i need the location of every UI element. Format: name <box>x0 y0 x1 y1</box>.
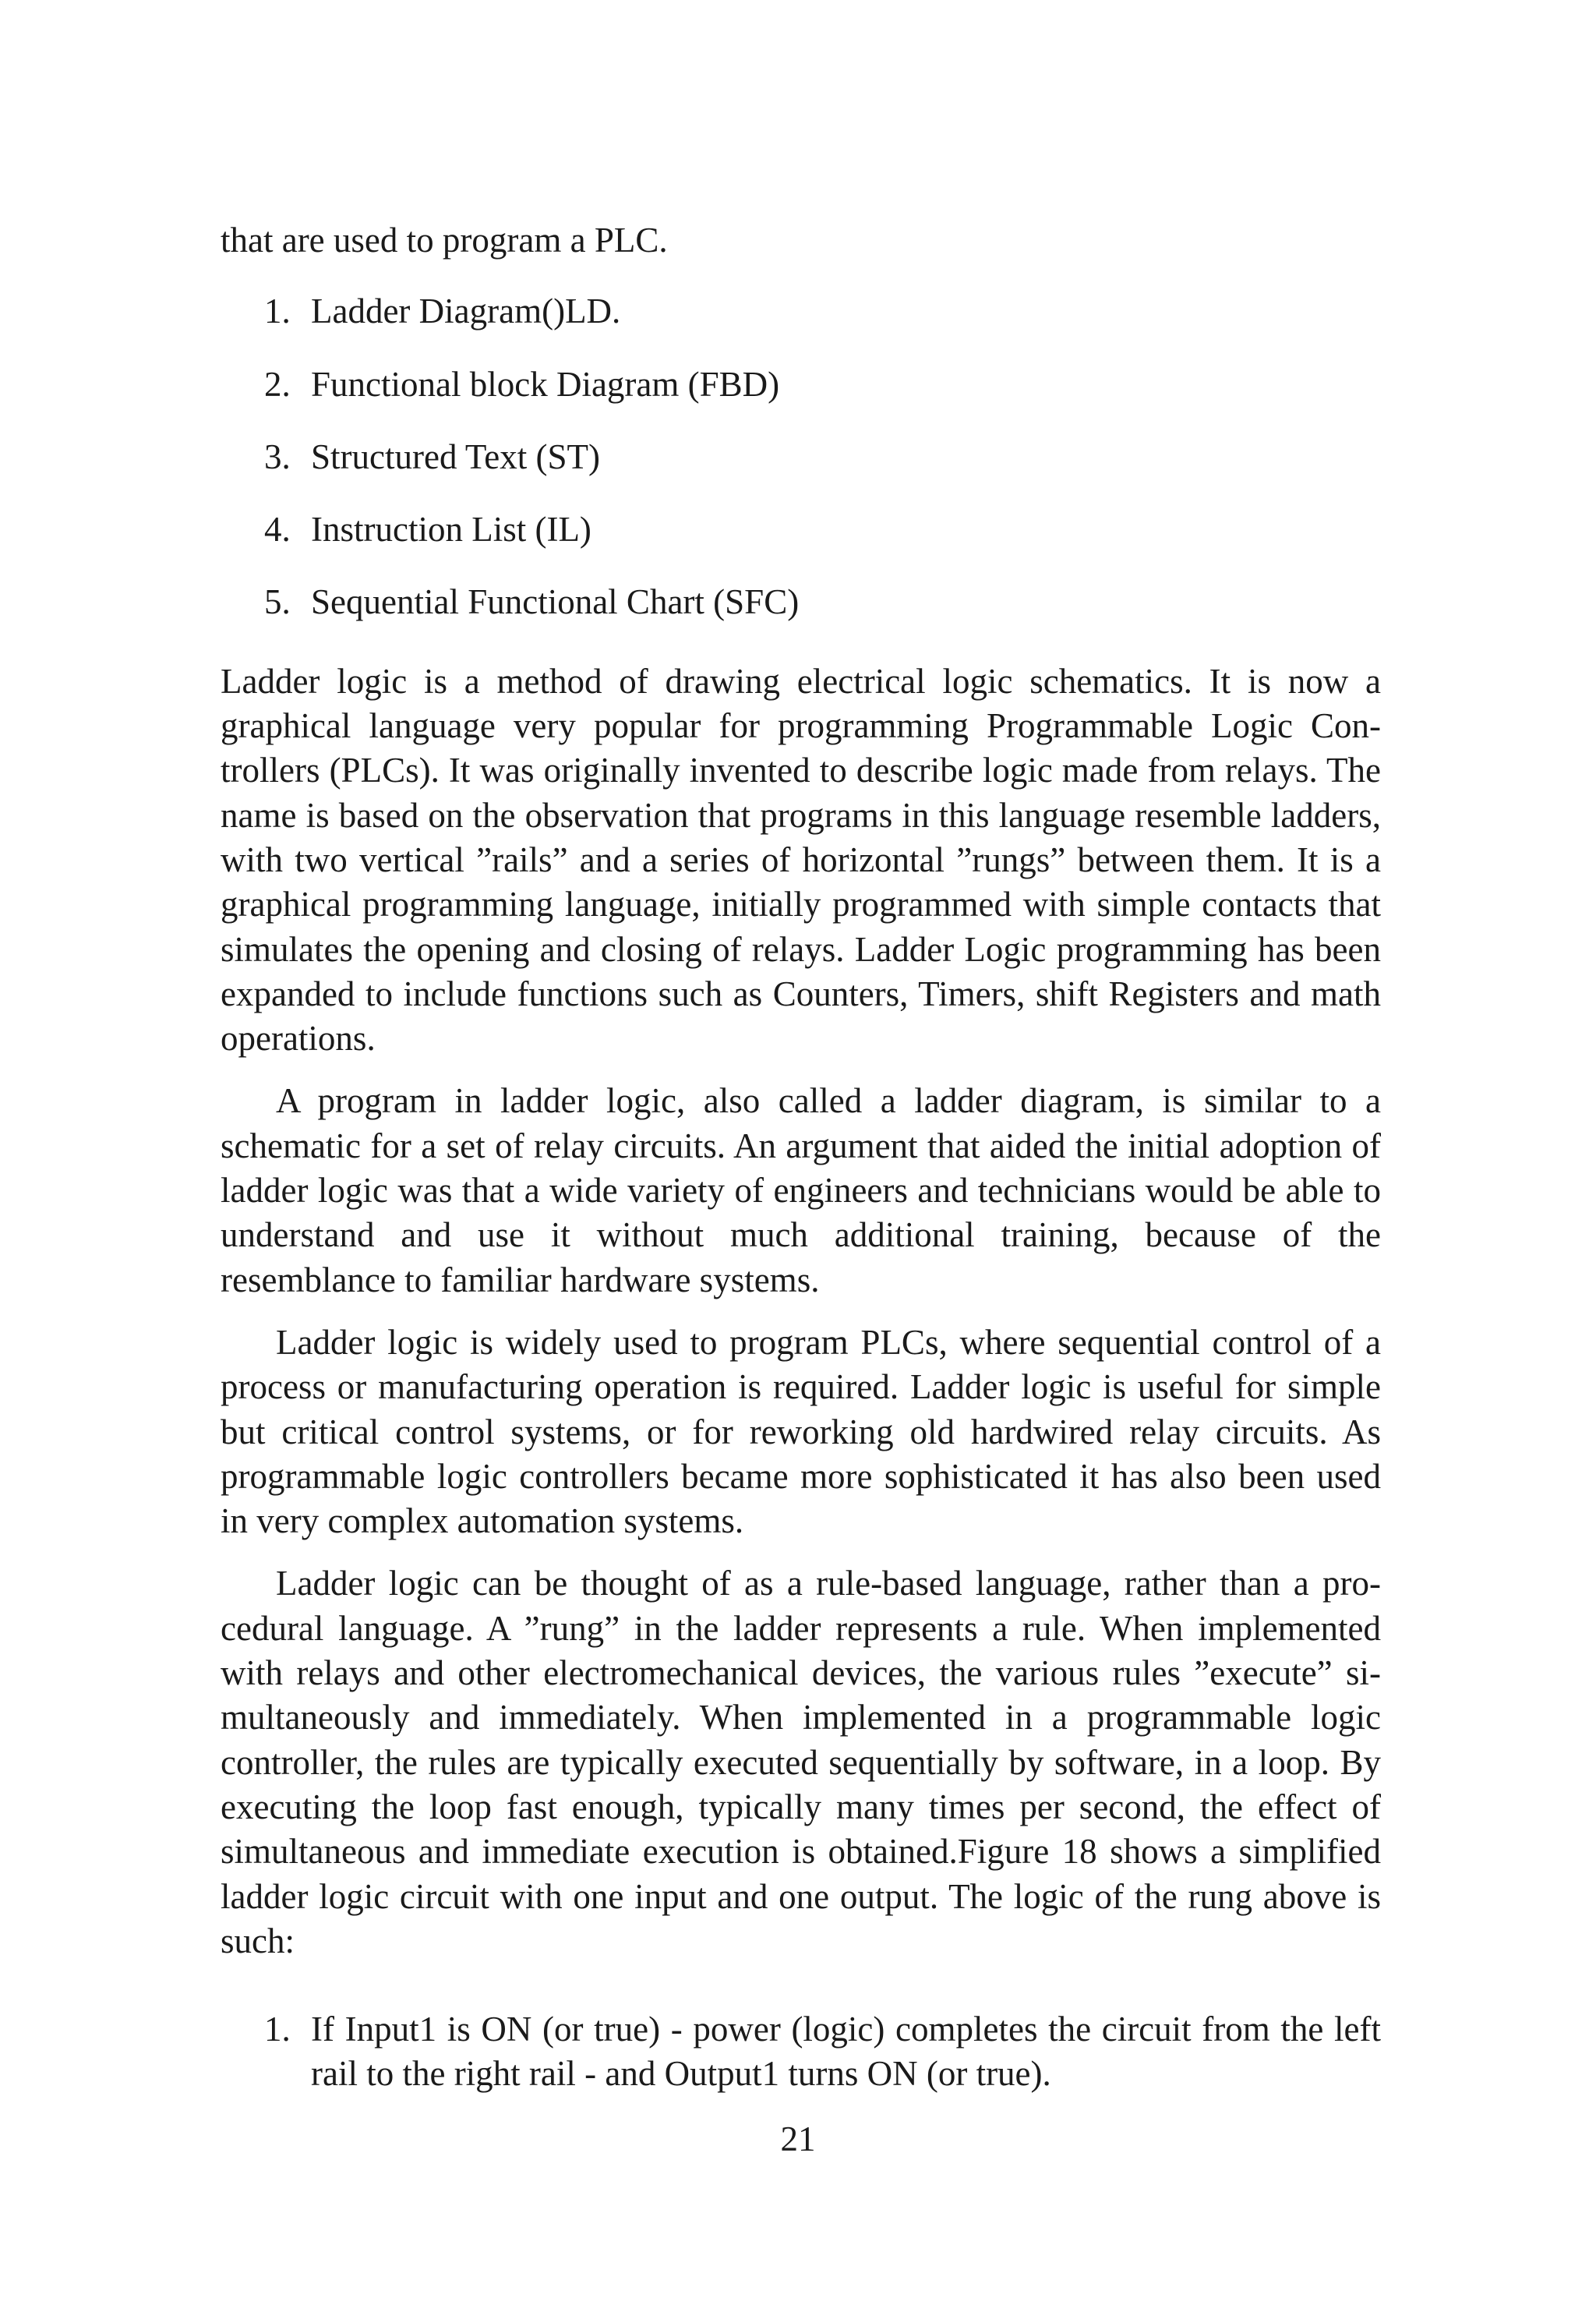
paragraph-ladder-logic-intro: Ladder logic is a method of drawing electrical logic schematics. It is now a graphical language very popular for programming Programmable Logic Controllers (PLCs). It was originally invented to describe logic made from relays. The name is based on the observation that programs in this language resemble ladders, with two vertical ”rails” and a series of horizontal ”rungs” between them. It is a graphical programming language, initially programmed with simple contacts that simulates the opening and closing of relays. Ladder Logic programming has been expanded to include functions such as Counters, Timers, shift Registers and math operations. <box>221 661 1381 1059</box>
list-text: Ladder Diagram()LD. <box>311 292 621 331</box>
rung-logic-list <box>221 2007 1381 2097</box>
intro-text: that are used to program a PLC. <box>221 221 668 260</box>
paragraph-rule-based: Ladder logic can be thought of as a rule-based language, rather than a procedural language. A ”rung” in the ladder represents a rule. When implemented with relays and other electromechanical devices, the various rules ”execute” simultaneously and immediately. When implemented in a programmable logic controller, the rules are typically executed sequentially by software, in a loop. By executing the loop fast enough, typically many times per second, the effect of simultaneous and immediate execution is obtained.Figure 18 shows a simplified ladder logic circuit with one input and one output. The logic of the rung above is such: <box>221 1564 1381 1960</box>
list-number: 4. <box>264 510 291 550</box>
paragraph-ladder-diagram: A program in ladder logic, also called a ladder diagram, is similar to a schematic for a set of relay circuits. An argument that aided the initial adoption of ladder logic was that a wide variety of engineers and technicians would be able to understand and use it without much additional training, because of the resemblance to familiar hardware systems. <box>221 1081 1381 1299</box>
list-item <box>221 362 1381 407</box>
list-text: Instruction List (IL) <box>311 510 591 550</box>
list-text: If Input1 is ON (or true) - power (logic) completes the circuit from the left rail to the right rail - and Output1 turns ON (or true). <box>311 2010 1381 2094</box>
list-number: 3. <box>264 437 291 476</box>
list-text: Structured Text (ST) <box>311 437 600 476</box>
list-number: 1. <box>264 292 291 331</box>
list-item <box>221 580 1381 624</box>
list-item <box>221 507 1381 552</box>
page-body <box>221 218 1381 2097</box>
list-number: 1. <box>264 2010 291 2049</box>
list-item <box>221 2007 1381 2097</box>
paragraph-plc-usage: Ladder logic is widely used to program PLCs, where sequential control of a process or manufacturing operation is required. Ladder logic is useful for simple but critical control systems, or for reworking old hardwired relay circuits. As programmable logic controllers became more sophisticated it has also been used in very complex automation systems. <box>221 1322 1381 1541</box>
list-text: Functional block Diagram (FBD) <box>311 364 780 404</box>
list-number: 2. <box>264 364 291 404</box>
list-number: 5. <box>264 582 291 622</box>
page-number: 21 <box>780 2119 816 2158</box>
plc-language-list <box>221 289 1381 624</box>
list-item <box>221 289 1381 334</box>
list-item <box>221 435 1381 479</box>
list-text: Sequential Functional Chart (SFC) <box>311 582 800 622</box>
